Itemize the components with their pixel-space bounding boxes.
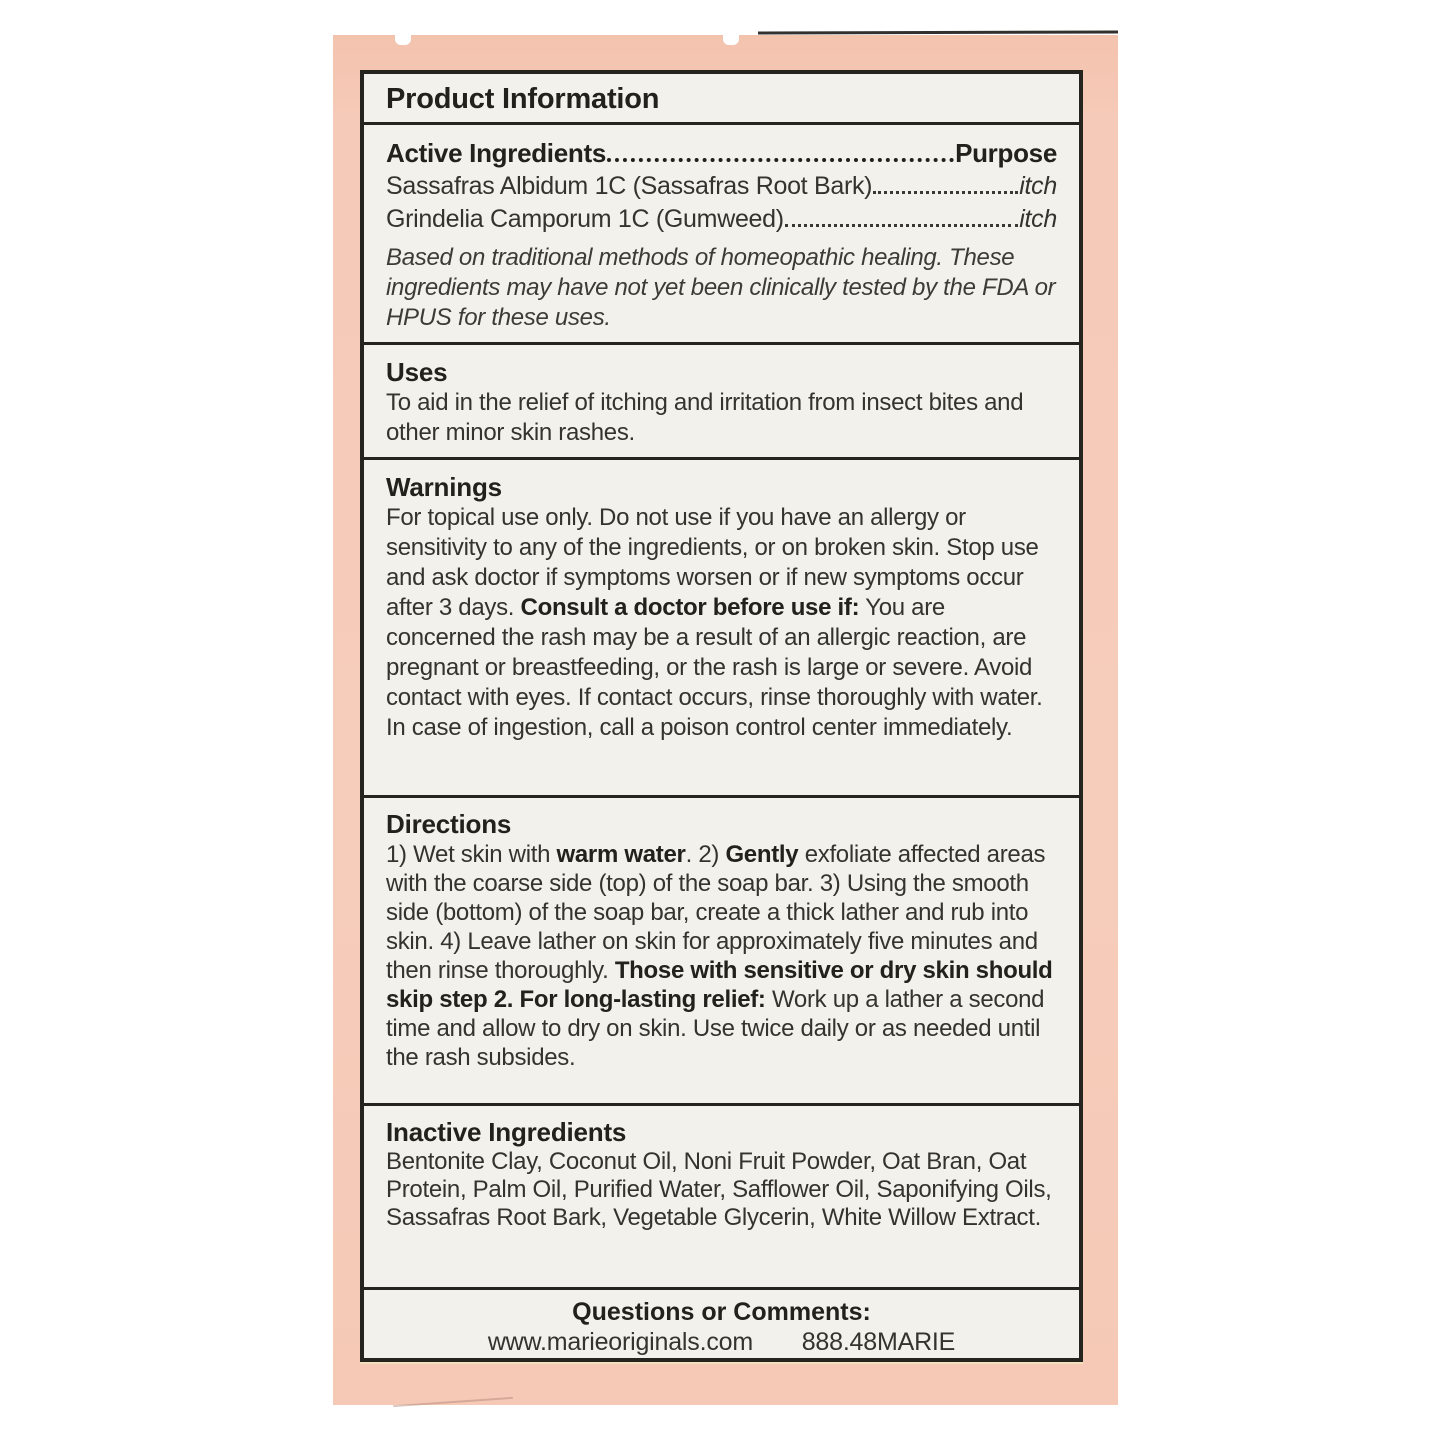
active-ingredients-header-row (386, 137, 1057, 170)
directions-heading: Directions (386, 809, 512, 839)
header-section (364, 74, 1079, 122)
ingredient-purpose: itch (1019, 172, 1057, 200)
contact-heading: Questions or Comments: (572, 1298, 871, 1326)
contact-section (364, 1287, 1079, 1358)
website-text: www.marieoriginals.com (487, 1328, 753, 1356)
uses-section (364, 342, 1079, 457)
package-top-edge (758, 31, 1118, 35)
inactive-ingredients-body: Bentonite Clay, Coconut Oil, Noni Fruit Powder, Oat Bran, Oat Protein, Palm Oil, Purified Water, Safflower Oil, Saponifying Oils, Sassafras Root Bark, Vegetable Glycerin, White Willow Extract. (386, 1148, 1052, 1231)
product-information-label (360, 70, 1083, 1362)
page-title: Product Information (386, 83, 660, 115)
dotted-leader (607, 158, 954, 162)
active-ingredients-section (364, 122, 1079, 342)
active-ingredients-label: Active Ingredients (386, 138, 606, 168)
uses-body: To aid in the relief of itching and irritation from insect bites and other minor skin rashes. (386, 389, 1024, 446)
inactive-ingredients-heading: Inactive Ingredients (386, 1117, 627, 1147)
package-crease (393, 1397, 513, 1407)
package-notch (395, 34, 411, 45)
warnings-section (364, 457, 1079, 795)
directions-section (364, 795, 1079, 1103)
homeopathic-disclaimer: Based on traditional methods of homeopathic healing. These ingredients may have not yet been clinically tested by the FDA or HPUS for these uses. (386, 244, 1056, 331)
warnings-heading: Warnings (386, 472, 502, 502)
dotted-leader (785, 224, 1019, 227)
purpose-label: Purpose (955, 138, 1057, 168)
ingredient-name: Grindelia Camporum 1C (Gumweed) (386, 205, 784, 233)
warnings-body: For topical use only. Do not use if you have an allergy or sensitivity to any of the ingredients, or on broken skin. Stop use and ask doctor if symptoms worsen or if new symptoms occur after 3 days. Consult a doctor before use if: You are concerned the rash may be a result of an allergic reaction, are pregnant or breastfeeding, or the rash is large or severe. Avoid contact with eyes. If contact occurs, rinse thoroughly with water. In case of ingestion, call a poison control center immediately. (386, 504, 1043, 741)
package-notch (723, 34, 739, 45)
ingredient-row (386, 170, 1057, 203)
dotted-leader (873, 191, 1018, 194)
inactive-ingredients-section (364, 1103, 1079, 1287)
uses-heading: Uses (386, 357, 448, 387)
directions-body: 1) Wet skin with warm water. 2) Gently exfoliate affected areas with the coarse side (top) of the soap bar. 3) Using the smooth side (bottom) of the soap bar, create a thick lather and rub into skin. 4) Leave lather on skin for approximately five minutes and then rinse thoroughly. Those with sensitive or dry skin should skip step 2. For long-lasting relief: Work up a lather a second time and allow to dry on skin. Use twice daily or as needed until the rash subsides. (386, 841, 1053, 1071)
package-panel (333, 35, 1118, 1405)
contact-details (386, 1327, 1057, 1357)
ingredient-purpose: itch (1019, 205, 1057, 233)
ingredient-name: Sassafras Albidum 1C (Sassafras Root Bark) (386, 172, 873, 200)
ingredient-row (386, 203, 1057, 236)
phone-text: 888.48MARIE (801, 1328, 956, 1356)
